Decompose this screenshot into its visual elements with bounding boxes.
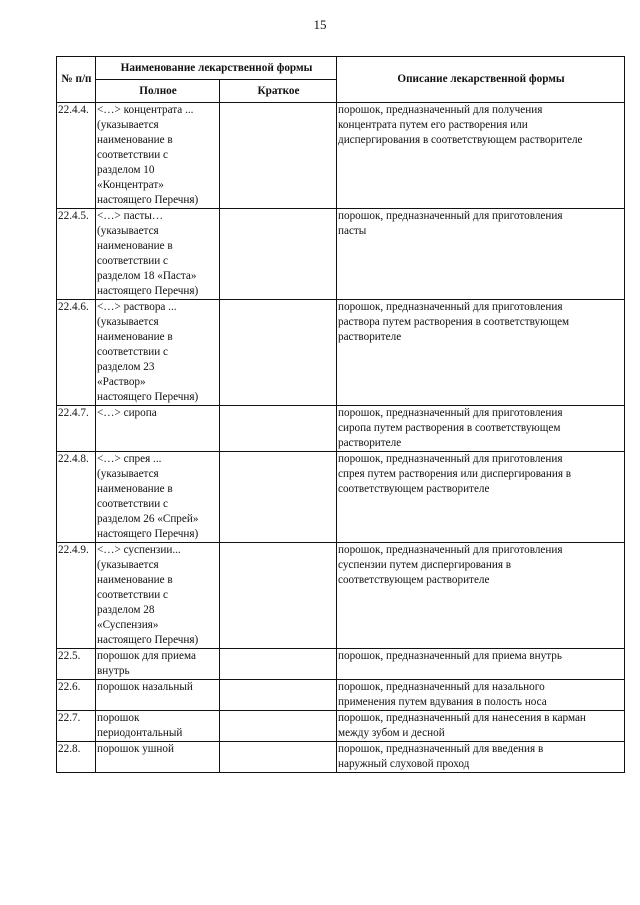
full-name-line: <…> суспензии...: [97, 544, 181, 556]
description-line: растворителе: [338, 331, 402, 343]
description-line: порошок, предназначенный для приготовления: [338, 544, 563, 556]
full-name-line: <…> раствора ...: [97, 301, 177, 313]
table-row: [57, 103, 625, 209]
description-cell: [337, 209, 625, 300]
table-row: [57, 406, 625, 452]
full-name-line: (указывается: [97, 225, 159, 237]
description-line: раствора путем растворения в соответствующем: [338, 316, 570, 328]
table-body: [57, 103, 625, 773]
row-number: 22.4.9.: [57, 543, 96, 649]
description-line: соответствующем растворителе: [338, 574, 490, 586]
full-name-line: порошок назальный: [97, 681, 193, 693]
full-name-line: настоящего Перечня): [97, 528, 199, 540]
description-cell: [337, 649, 625, 680]
row-number: 22.6.: [57, 680, 96, 711]
table-row: [57, 711, 625, 742]
row-number: 22.4.6.: [57, 300, 96, 406]
description-line: применения путем вдувания в полость носа: [338, 696, 547, 708]
short-name-cell: [220, 209, 337, 300]
full-name-line: разделом 18 «Паста»: [97, 270, 197, 282]
full-name-cell: [96, 103, 220, 209]
table-row: [57, 742, 625, 773]
description-line: порошок, предназначенный для приготовления: [338, 210, 563, 222]
full-name-line: «Раствор»: [97, 376, 146, 388]
header-row: [57, 57, 625, 80]
row-number: 22.7.: [57, 711, 96, 742]
description-line: порошок, предназначенный для приготовления: [338, 301, 563, 313]
description-cell: [337, 103, 625, 209]
full-name-cell: [96, 742, 220, 773]
full-name-line: порошок для приема: [97, 650, 196, 662]
short-name-cell: [220, 103, 337, 209]
full-name-line: разделом 23: [97, 361, 155, 373]
row-number: 22.8.: [57, 742, 96, 773]
description-line: соответствующем растворителе: [338, 483, 490, 495]
table-row: [57, 452, 625, 543]
full-name-line: порошок: [97, 712, 140, 724]
full-name-line: (указывается: [97, 119, 159, 131]
row-number: 22.4.5.: [57, 209, 96, 300]
full-name-cell: [96, 209, 220, 300]
full-name-line: соответствии с: [97, 149, 168, 161]
table-row: [57, 543, 625, 649]
description-line: суспензии путем диспергирования в: [338, 559, 512, 571]
short-name-cell: [220, 300, 337, 406]
full-name-line: соответствии с: [97, 255, 168, 267]
full-name-line: (указывается: [97, 468, 159, 480]
full-name-line: «Концентрат»: [97, 179, 164, 191]
short-name-cell: [220, 649, 337, 680]
header-form-name: Наименование лекарственной формы: [96, 57, 337, 80]
header-description: Описание лекарственной формы: [337, 57, 625, 103]
full-name-line: порошок ушной: [97, 743, 174, 755]
full-name-line: разделом 28: [97, 604, 155, 616]
full-name-cell: [96, 300, 220, 406]
description-line: диспергирования в соответствующем растворителе: [338, 134, 583, 146]
description-cell: [337, 742, 625, 773]
full-name-line: настоящего Перечня): [97, 391, 199, 403]
full-name-line: наименование в: [97, 331, 173, 343]
row-number: 22.5.: [57, 649, 96, 680]
header-short: Краткое: [220, 80, 337, 103]
description-cell: [337, 543, 625, 649]
full-name-line: внутрь: [97, 665, 130, 677]
full-name-line: наименование в: [97, 240, 173, 252]
full-name-line: <…> сиропа: [97, 407, 157, 419]
row-number: 22.4.7.: [57, 406, 96, 452]
description-line: концентрата путем его растворения или: [338, 119, 528, 131]
full-name-line: наименование в: [97, 574, 173, 586]
full-name-cell: [96, 649, 220, 680]
description-line: порошок, предназначенный для назального: [338, 681, 545, 693]
description-line: между зубом и десной: [338, 727, 445, 739]
header-full: Полное: [96, 80, 220, 103]
full-name-line: соответствии с: [97, 346, 168, 358]
description-line: спрея путем растворения или диспергирования в: [338, 468, 572, 480]
row-number: 22.4.8.: [57, 452, 96, 543]
full-name-cell: [96, 711, 220, 742]
description-cell: [337, 711, 625, 742]
header-num: № п/п: [57, 57, 96, 103]
full-name-cell: [96, 543, 220, 649]
description-cell: [337, 452, 625, 543]
description-cell: [337, 300, 625, 406]
full-name-cell: [96, 680, 220, 711]
short-name-cell: [220, 452, 337, 543]
row-number: 22.4.4.: [57, 103, 96, 209]
full-name-line: <…> пасты…: [97, 210, 164, 222]
description-line: пасты: [338, 225, 367, 237]
table-row: [57, 300, 625, 406]
short-name-cell: [220, 543, 337, 649]
full-name-line: периодонтальный: [97, 727, 183, 739]
full-name-line: (указывается: [97, 316, 159, 328]
full-name-cell: [96, 452, 220, 543]
table-row: [57, 209, 625, 300]
full-name-cell: [96, 406, 220, 452]
short-name-cell: [220, 742, 337, 773]
description-line: наружный слуховой проход: [338, 758, 470, 770]
description-line: порошок, предназначенный для получения: [338, 104, 543, 116]
full-name-line: разделом 26 «Спрей»: [97, 513, 199, 525]
full-name-line: <…> концентрата ...: [97, 104, 194, 116]
description-line: порошок, предназначенный для нанесения в карман: [338, 712, 586, 724]
short-name-cell: [220, 680, 337, 711]
table-row: [57, 649, 625, 680]
full-name-line: соответствии с: [97, 589, 168, 601]
full-name-line: настоящего Перечня): [97, 634, 199, 646]
full-name-line: <…> спрея ...: [97, 453, 162, 465]
description-line: порошок, предназначенный для приготовления: [338, 453, 563, 465]
full-name-line: соответствии с: [97, 498, 168, 510]
page-number: 15: [313, 17, 327, 32]
description-line: порошок, предназначенный для введения в: [338, 743, 544, 755]
description-line: порошок, предназначенный для приготовления: [338, 407, 563, 419]
full-name-line: настоящего Перечня): [97, 285, 199, 297]
short-name-cell: [220, 711, 337, 742]
full-name-line: наименование в: [97, 134, 173, 146]
table-row: [57, 680, 625, 711]
short-name-cell: [220, 406, 337, 452]
full-name-line: наименование в: [97, 483, 173, 495]
description-line: растворителе: [338, 437, 402, 449]
full-name-line: разделом 10: [97, 164, 155, 176]
description-line: сиропа путем растворения в соответствующем: [338, 422, 561, 434]
full-name-line: «Суспензия»: [97, 619, 159, 631]
description-cell: [337, 406, 625, 452]
description-line: порошок, предназначенный для приема внутрь: [338, 650, 562, 662]
full-name-line: настоящего Перечня): [97, 194, 199, 206]
dosage-forms-table: [56, 56, 625, 773]
full-name-line: (указывается: [97, 559, 159, 571]
description-cell: [337, 680, 625, 711]
